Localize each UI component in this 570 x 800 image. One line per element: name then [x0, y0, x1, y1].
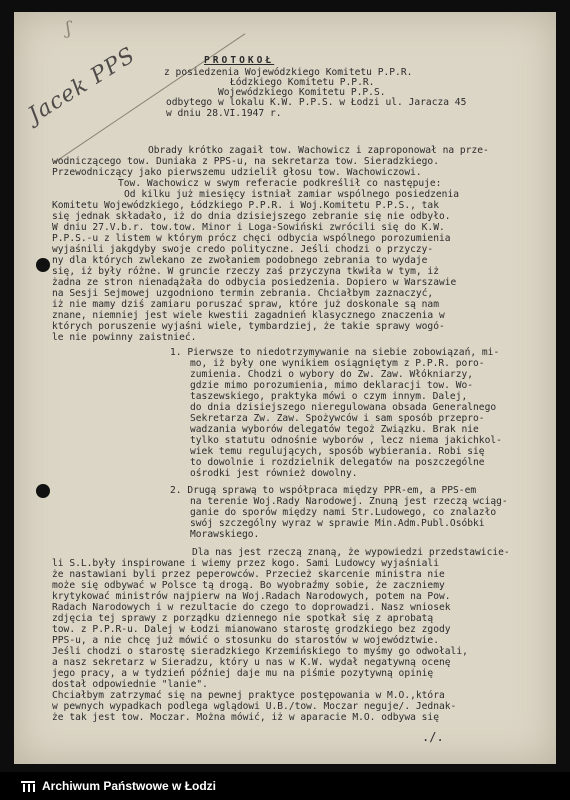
point-2-line: Morawskiego. [190, 529, 260, 540]
body-line: żadna ze stron nienadążała do odbycia posiedzenia. Dopiero w Warszawie [52, 277, 457, 288]
header-line: odbytego w lokalu K.W. P.P.S. w Łodzi ul. Jaracza 45 [166, 97, 467, 108]
archive-name: Archiwum Państwowe w Łodzi [42, 779, 217, 793]
body-line: li S.L.były inspirowane i wiemy przez kogo. Sami Ludowcy wyjaśniali [52, 558, 439, 569]
header-line: z posiedzenia Wojewódzkiego Komitetu P.P.R. [164, 67, 413, 78]
body-line: Przewodniczący jako pierwszemu udzielił głosu tow. Wachowiczowi. [52, 167, 422, 178]
point-2-line: swój szczególny wyraz w sprawie Min.Adm.Publ.Osóbki [190, 518, 485, 529]
point-1-line: wiek temu regulujących, sposób wybierania. Robi się [190, 446, 485, 457]
body-line: tow. z P.P.R-u. Dalej w Łodzi mianowano starostę grodzkiego bez zgody [52, 624, 451, 635]
point-1-line: ośrodki jest również dowolny. [190, 468, 358, 479]
protocol-title: PROTOKOŁ [204, 55, 275, 66]
body-line: może się odbywać w Polsce tą drogą. Bo wyobraźmy sobie, że zaczniemy [52, 580, 445, 591]
body-line: się, iż były różne. W gruncie rzeczy zaś przyczyna tkwiła w tym, iż [52, 266, 439, 277]
body-line: zdjęcia tej sprawy z porządku dziennego nie spotkał się z aprobatą [52, 613, 434, 624]
body-line: że tak jest tow. Moczar. Można mówić, iż w aparacie M.O. odbywa się [52, 712, 439, 723]
body-line: PPS-u, a nie chcę już mówić o stosunku do starostów w województwie. [52, 635, 439, 646]
body-line: w pewnych wypadkach podlega wglądowi U.B./tow. Moczar neguje/. Jednak- [52, 701, 457, 712]
body-line: wodniczącego tow. Duniaka z PPS-u, na sekretarza tow. Sieradzkiego. [52, 156, 439, 167]
point-2-line: ganie do sporów między nami Str.Ludowego, co znalazło [190, 507, 497, 518]
body-line: W dniu 27.V.b.r. tow.tow. Minor i Loga-Sowiński zwrócili się do K.W. [52, 222, 445, 233]
body-line: Tow. Wachowicz w swym referacie podkreślił co następuje: [118, 178, 442, 189]
body-line: Obrady krótko zagaił tow. Wachowicz i zaproponował na prze- [148, 145, 489, 156]
point-1-line: wadzania wyborów delegatów tegoż Związku. Brak nie [190, 424, 479, 435]
document-page [14, 12, 556, 764]
handwritten-annotation: Jacek PPS [24, 42, 141, 129]
point-2-line: na terenie Woj.Rady Narodowej. Znuną jest rzeczą wciąg- [190, 496, 508, 507]
header-line: Łódzkiego Komitetu P.P.R. [230, 77, 375, 88]
point-1-line: gdzie mimo porozumienia, mimo deklaracji tow. Wo- [190, 380, 474, 391]
body-line: że nastawiani byli przez peperowców. Przecież skarcenie ministra nie [52, 569, 445, 580]
body-line: iż nie mamy dziś zamiaru poruszać spraw, które już doskonale są nam [52, 299, 439, 310]
body-line: Od kilku już miesięcy istniał zamiar wspólnego posiedzenia [124, 189, 460, 200]
protocol-text [14, 12, 556, 723]
body-line: Jeśli chodzi o starostę sieradzkiego Krzemińskiego to myśmy go odwołali, [52, 646, 468, 657]
point-1-line: Sekretarza Zw. Zaw. Spożywców i sam sposób przepro- [190, 413, 485, 424]
body-line: wyjaśnili jakgdyby swoje credo polityczne. Jeśli chodzi o przyczy- [52, 244, 434, 255]
header-line: Wojewódzkiego Komitetu P.P.S. [218, 87, 386, 98]
page-continuation-mark: ./. [422, 730, 444, 744]
body-line: Chciałbym zatrzymać się na pewnej praktyce postępowania w M.O.,która [52, 690, 445, 701]
body-line: Radach Narodowych i w rezultacie do czego to doprowadzi. Nasz wniosek [52, 602, 451, 613]
body-line: ny dla których zwlekano ze zwołaniem podobnego zebrania to wydaje [52, 255, 428, 266]
body-line: których poruszenie wyjaśni wiele, tymbardziej, że takie sprawy wogó- [52, 321, 445, 332]
point-1-line: to dowolnie i rozdzielnik delegatów na poszczególne [190, 457, 485, 468]
body-line: le nie powinny zaistnieć. [52, 332, 197, 343]
body-line: znane, niemniej jest wiele kwestii zagadnień klasycznego znaczenia w [52, 310, 445, 321]
body-line: się jednak składało, iż do dnia dzisiejszego zebranie się nie odbyło. [52, 211, 451, 222]
point-2-line: 2. Drugą sprawą to współpraca między PPR-em, a PPS-em [170, 485, 477, 496]
point-1-line: mo, iż były one wynikiem osiągniętym z P.P.R. poro- [190, 358, 485, 369]
body-line: Dla nas jest rzeczą znaną, że wypowiedzi przedstawicie- [192, 547, 510, 558]
point-1-line: tylko statutu odnośnie wyborów , lecz niema jakichkol- [190, 435, 502, 446]
point-1-line: do dnia dzisiejszego nieregulowana obsada Generalnego [190, 402, 497, 413]
body-line: P.P.S.-u z listem w którym prócz chęci odbycia wspólnego porozumienia [52, 233, 451, 244]
body-line: Komitetu Wojewódzkiego, Łódzkiego P.P.R. i Woj.Komitetu P.P.S., tak [52, 200, 439, 211]
archive-footer [0, 772, 570, 800]
point-1-line: zumienia. Chodzi o wybory do Zw. Zaw. Włókniarzy, [190, 369, 474, 380]
body-line: na Sesji Sejmowej uzgodniono termin zebrania. Chciałbym zaznaczyć, [52, 288, 434, 299]
body-line: jego pracy, a w tydzień później daje mu na piśmie pozytywną opinię [52, 668, 434, 679]
point-1-line: taszewskiego, praktyka mówi o czym innym. Dalej, [190, 391, 468, 402]
body-line: krytykować ministrów najpierw na Woj.Radach Narodowych, potem na Pow. [52, 591, 451, 602]
corner-handwritten-mark: ʃ [66, 18, 71, 39]
body-line: a nasz sekretarz w Sieradzu, który u nas w K.W. wydał negatywną ocenę [52, 657, 451, 668]
point-1-line: 1. Pierwsze to niedotrzymywanie na siebie zobowiązań, mi- [170, 347, 500, 358]
header-line: w dniu 28.VI.1947 r. [166, 108, 282, 119]
archive-building-icon [20, 778, 36, 794]
body-line: dostał odpowiednie "lanie". [52, 679, 208, 690]
